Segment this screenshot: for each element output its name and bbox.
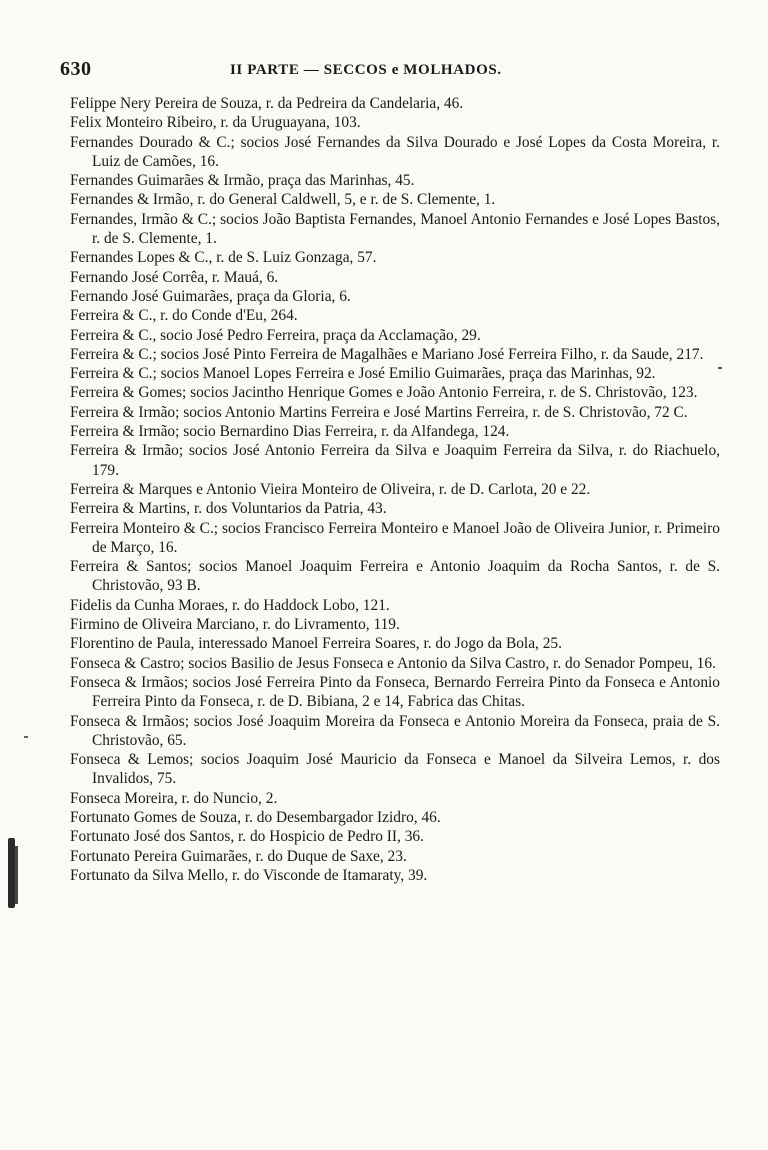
directory-entry: Ferreira & C.; socios José Pinto Ferreira de Magalhães e Mariano José Ferreira Filho, r. da Saude, 217. xyxy=(70,345,704,363)
directory-entry: Fortunato da Silva Mello, r. do Visconde de Itamaraty, 39. xyxy=(70,866,428,884)
directory-entry: Ferreira & C., socio José Pedro Ferreira, praça da Acclamação, 29. xyxy=(70,326,481,344)
directory-entry: Ferreira & Gomes; socios Jacintho Henrique Gomes e João Antonio Ferreira, r. de S. Christovão, 123. xyxy=(70,384,698,402)
directory-entry: Fonseca & Irmãos; socios José Joaquim Moreira da Fonseca e Antonio Moreira da Fonseca, praia de S. Christovão, 65. xyxy=(70,712,720,749)
directory-entry: Ferreira & Irmão; socios José Antonio Ferreira da Silva e Joaquim Ferreira da Silva, r. do Riachuelo, 179. xyxy=(70,442,720,479)
directory-entry: Fernandes, Irmão & C.; socios João Baptista Fernandes, Manoel Antonio Fernandes e José Lopes Bastos, r. de S. Clemente, 1. xyxy=(70,210,720,248)
directory-entry: Ferreira & Martins, r. dos Voluntarios da Patria, 43. xyxy=(70,500,387,518)
directory-entry: Fernandes Lopes & C., r. de S. Luiz Gonzaga, 57. xyxy=(70,249,377,267)
directory-entry: Fernando José Guimarães, praça da Gloria, 6. xyxy=(70,287,351,305)
directory-entry: Firmino de Oliveira Marciano, r. do Livramento, 119. xyxy=(70,616,400,634)
directory-entry: Fernandes Dourado & C.; socios José Fernandes da Silva Dourado e José Lopes da Costa Moreira, r. Luiz de Camões, 16. xyxy=(70,133,720,170)
directory-entry: Ferreira & Irmão; socios Antonio Martins Ferreira e José Martins Ferreira, r. de S. Christovão, 72 C. xyxy=(70,403,688,421)
directory-entry: Fernandes Guimarães & Irmão, praça das Marinhas, 45. xyxy=(70,172,415,190)
scan-speck xyxy=(24,736,28,738)
directory-entry: Fernandes & Irmão, r. do General Caldwell, 5, e r. de S. Clemente, 1. xyxy=(70,191,496,209)
directory-entry: Fortunato José dos Santos, r. do Hospicio de Pedro II, 36. xyxy=(70,828,424,846)
page-header xyxy=(60,58,740,82)
directory-entry: Fonseca Moreira, r. do Nuncio, 2. xyxy=(70,789,278,807)
directory-entry: Fonseca & Castro; socios Basilio de Jesus Fonseca e Antonio da Silva Castro, r. do Senador Pompeu, 16. xyxy=(70,654,716,672)
scan-margin-mark xyxy=(8,838,15,908)
directory-entry: Ferreira & Santos; socios Manoel Joaquim Ferreira e Antonio Joaquim da Rocha Santos, r. de S. Christovão, 93 B. xyxy=(70,558,720,595)
directory-entry: Fonseca & Irmãos; socios José Ferreira Pinto da Fonseca, Bernardo Ferreira Pinto da Fonseca e Antonio Ferreira Pinto da Fonseca, r. de D. Bibiana, 2 e 14, Fabrica das Chitas. xyxy=(70,673,720,711)
page-number: 630 xyxy=(60,58,92,80)
directory-entry: Ferreira & C.; socios Manoel Lopes Ferreira e José Emilio Guimarães, praça das Marinhas, 92. xyxy=(70,365,656,383)
directory-entry: Fonseca & Lemos; socios Joaquim José Mauricio da Fonseca e Manoel da Silveira Lemos, r. dos Invalidos, 75. xyxy=(70,751,720,788)
directory-entry: Felix Monteiro Ribeiro, r. da Uruguayana, 103. xyxy=(70,114,361,132)
directory-entry: Florentino de Paula, interessado Manoel Ferreira Soares, r. do Jogo da Bola, 25. xyxy=(70,635,562,653)
scan-speck xyxy=(718,367,722,369)
directory-entry: Fortunato Pereira Guimarães, r. do Duque de Saxe, 23. xyxy=(70,847,407,865)
directory-entry: Fernando José Corrêa, r. Mauá, 6. xyxy=(70,268,279,286)
directory-entry: Ferreira & C., r. do Conde d'Eu, 264. xyxy=(70,307,298,325)
directory-entry: Fidelis da Cunha Moraes, r. do Haddock Lobo, 121. xyxy=(70,596,390,614)
running-title: II PARTE — SECCOS e MOLHADOS. xyxy=(230,62,502,78)
directory-entry: Ferreira & Marques e Antonio Vieira Monteiro de Oliveira, r. de D. Carlota, 20 e 22. xyxy=(70,480,591,498)
directory-entry: Fortunato Gomes de Souza, r. do Desembargador Izidro, 46. xyxy=(70,808,441,826)
directory-entry: Ferreira Monteiro & C.; socios Francisco Ferreira Monteiro e Manoel João de Oliveira Junior, r. Primeiro de Março, 16. xyxy=(70,519,720,556)
directory-entries xyxy=(70,94,720,885)
directory-entry: Felippe Nery Pereira de Souza, r. da Pedreira da Candelaria, 46. xyxy=(70,95,464,112)
directory-entry: Ferreira & Irmão; socio Bernardino Dias Ferreira, r. da Alfandega, 124. xyxy=(70,423,510,441)
